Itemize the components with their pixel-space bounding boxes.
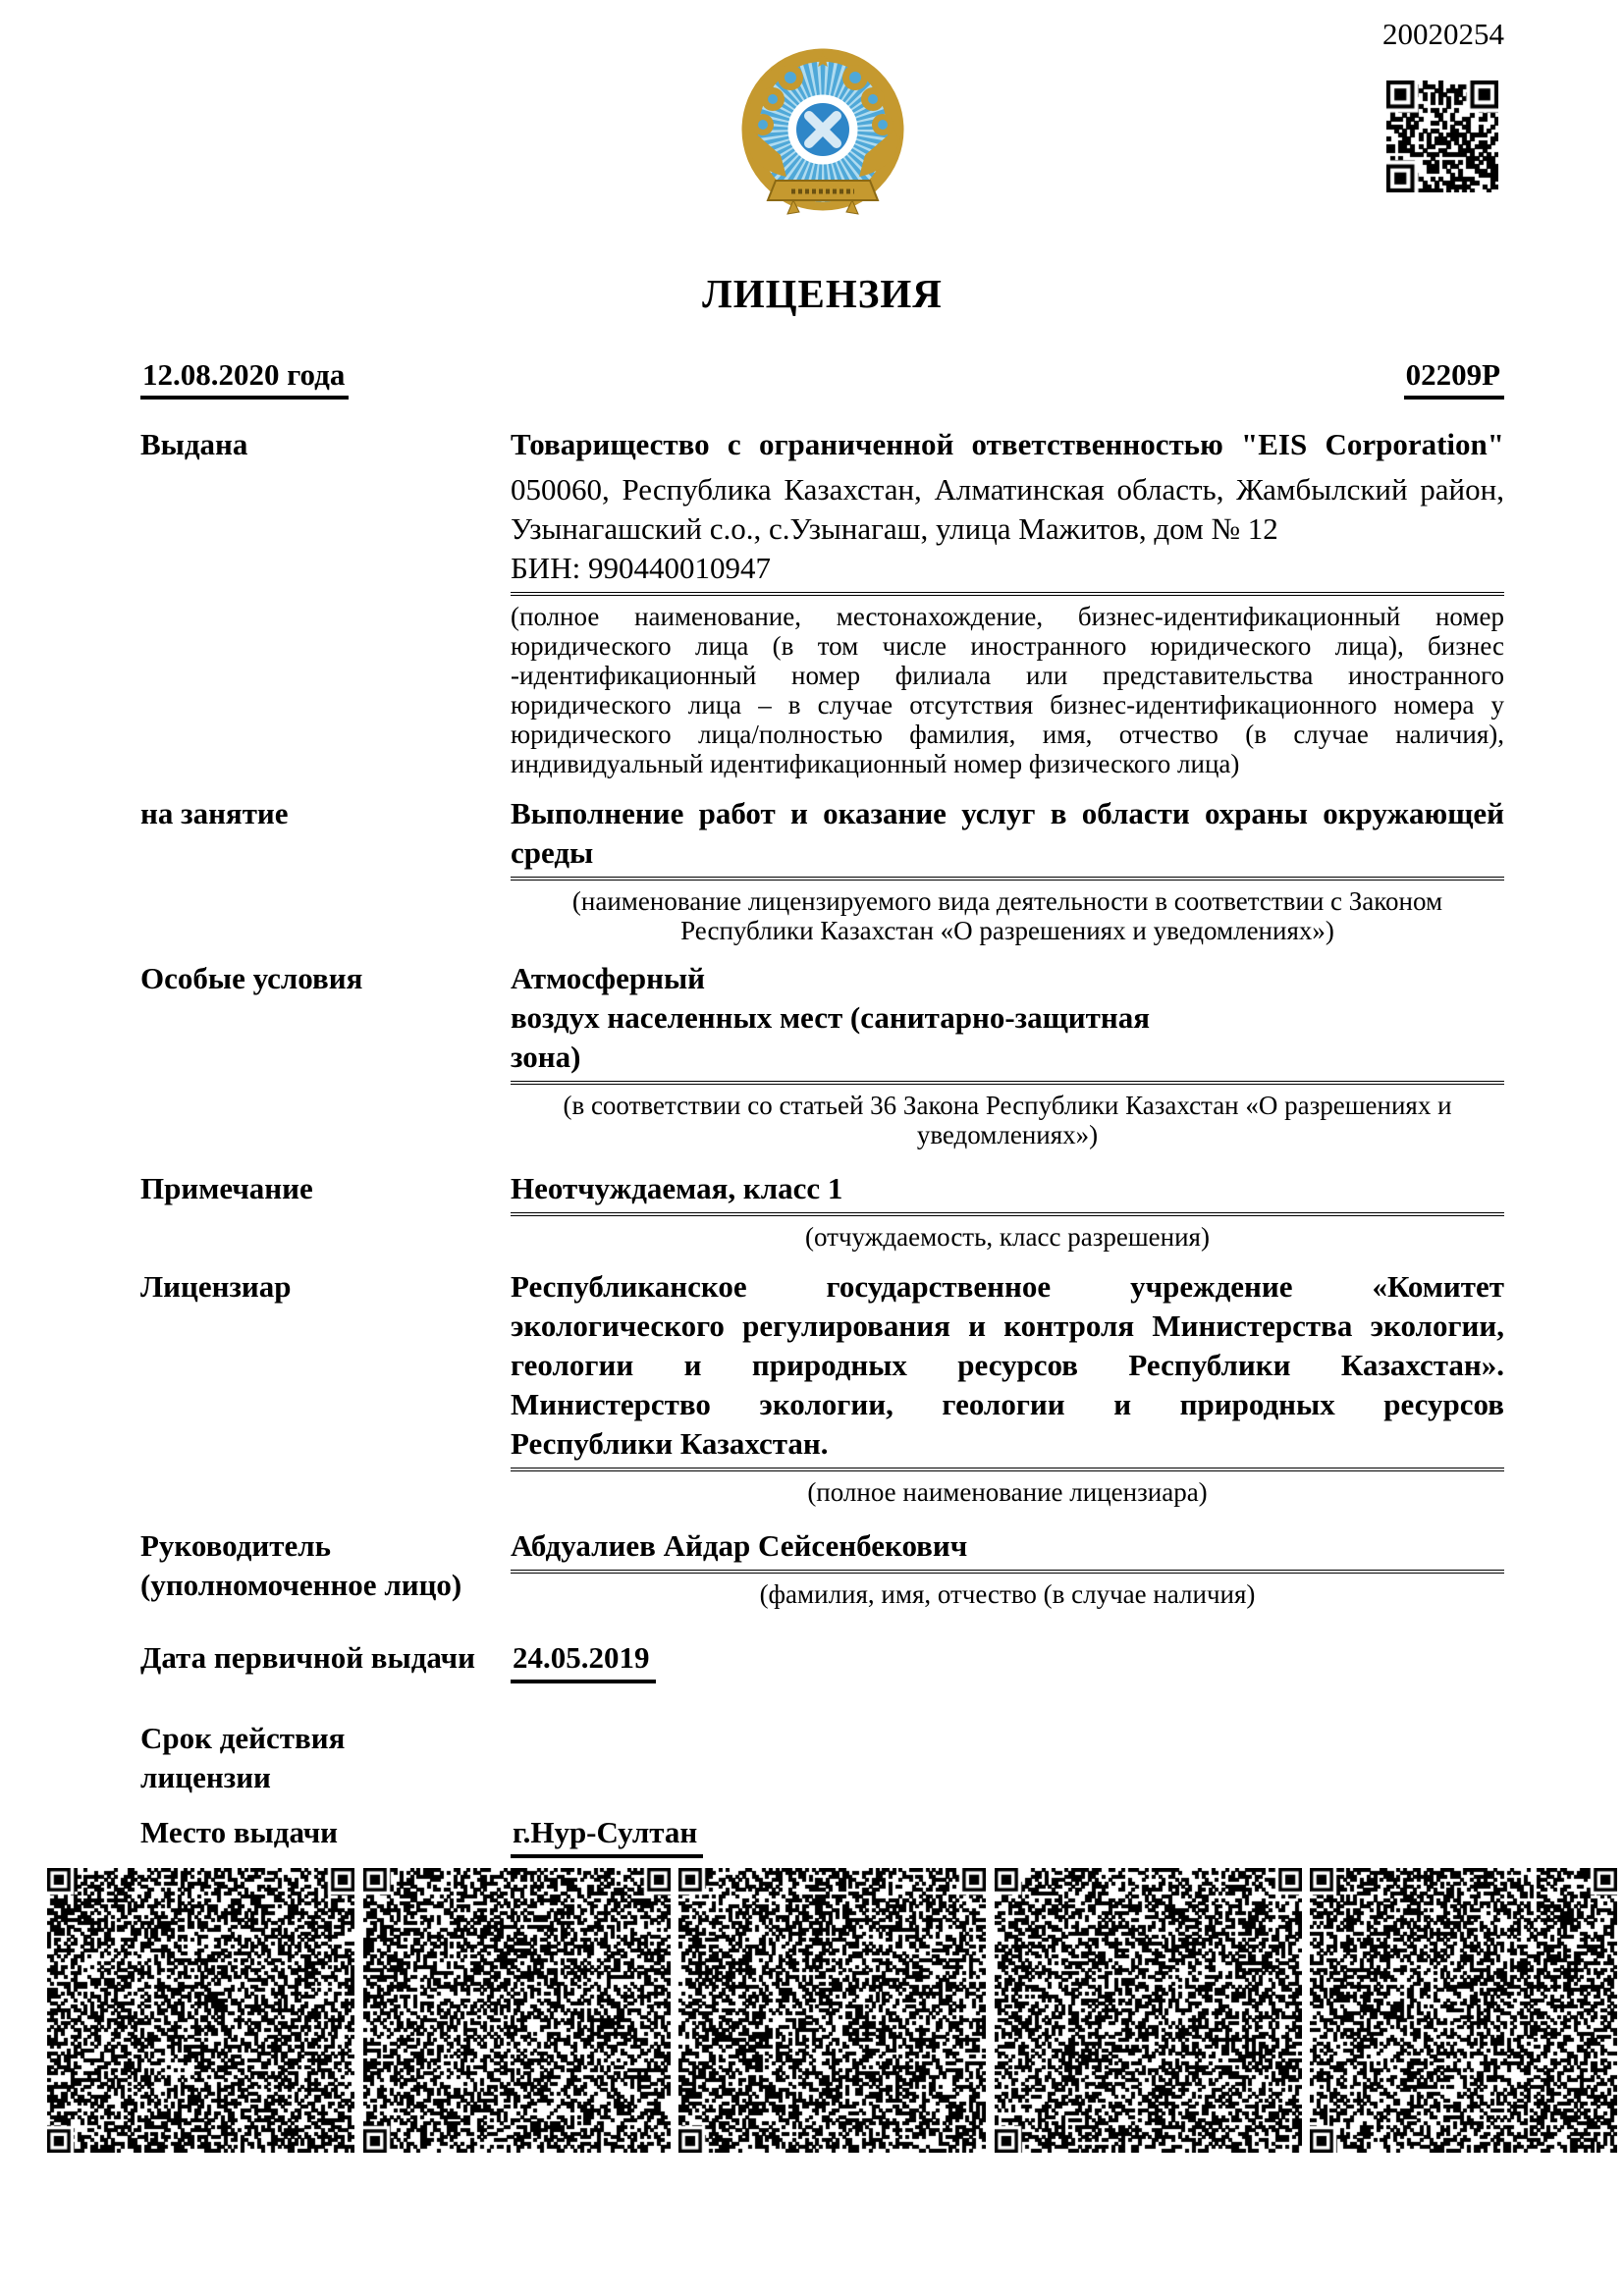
section-value (511, 794, 1504, 945)
date-row (140, 356, 1504, 400)
note-line: юридического лица/полностью фамилия, имя, отчество (в случае наличия), (511, 720, 1504, 749)
value-line: 050060, Республика Казахстан, Алматинская область, Жамбылский район, (511, 472, 1504, 507)
section-label (140, 1526, 511, 1609)
section-vydana (140, 425, 1504, 778)
underline-rule (511, 1468, 1504, 1471)
section-label (140, 1638, 511, 1683)
section-label (140, 794, 511, 945)
value-line: Республики Казахстан. (511, 1426, 829, 1461)
section-label (140, 1169, 511, 1252)
note-line: (отчуждаемость, класс разрешения) (805, 1222, 1210, 1252)
note-line: уведомлениях») (916, 1120, 1099, 1149)
section-value (511, 1719, 1504, 1797)
value-line: Республиканское государственное учреждение «Комитет (511, 1269, 1504, 1304)
note-line: (полное наименование, местонахождение, бизнес-идентификационный номер (511, 602, 1504, 631)
section-value (511, 1638, 1504, 1683)
label-line: Руководитель (140, 1528, 332, 1563)
value-line: Неотчуждаемая, класс 1 (511, 1171, 843, 1205)
note-line: юридического лица – в случае отсутствия бизнес-идентификационного номера у (511, 690, 1504, 720)
underlined-value: 24.05.2019 (511, 1638, 656, 1683)
underline-rule (511, 1570, 1504, 1574)
section-osobye-usloviya (140, 959, 1504, 1149)
note-line: -идентификационный номер филиала или представительства иностранного (511, 661, 1504, 690)
value-line: БИН: 990440010947 (511, 551, 771, 585)
stamp-barcode-block (1310, 1868, 1617, 2153)
signature-barcode-strip (47, 1868, 1617, 2153)
section-label (140, 425, 511, 778)
label-line: Срок действия (140, 1721, 346, 1755)
stamp-barcode-block (995, 1868, 1302, 2153)
stamp-barcode-block (363, 1868, 671, 2153)
section-litsenziar (140, 1267, 1504, 1507)
note-block (511, 1477, 1504, 1507)
sections (140, 425, 1504, 1858)
underlined-value: г.Нур-Султан (511, 1813, 703, 1858)
label-line: Лицензиар (140, 1269, 292, 1304)
note-block (511, 886, 1504, 945)
section-mesto-vydachi (140, 1813, 1504, 1858)
value-line: среды (511, 835, 594, 870)
label-line: Дата первичной выдачи (140, 1640, 476, 1675)
note-line: (в соответствии со статьей 36 Закона Республики Казахстан «О разрешениях и (563, 1091, 1452, 1120)
note-block (511, 1091, 1504, 1149)
issue-date: 12.08.2020 года (140, 356, 349, 400)
section-value (511, 1526, 1504, 1609)
note-line: Республики Казахстан «О разрешениях и уведомлениях») (680, 916, 1334, 945)
note-line: (фамилия, имя, отчество (в случае наличия) (759, 1579, 1256, 1609)
label-line: (уполномоченное лицо) (140, 1568, 462, 1602)
label-line: Особые условия (140, 961, 363, 995)
label-line: Выдана (140, 427, 248, 461)
label-line: Место выдачи (140, 1815, 339, 1849)
label-line: на занятие (140, 796, 289, 830)
note-line: (наименование лицензируемого вида деятельности в соответствии с Законом (571, 886, 1443, 916)
underline-rule (511, 1081, 1504, 1085)
kazakhstan-emblem-icon (738, 45, 907, 220)
section-value (511, 1169, 1504, 1252)
value-line: Выполнение работ и оказание услуг в области охраны окружающей (511, 796, 1504, 830)
document-number: 20020254 (1382, 17, 1504, 51)
note-block (511, 602, 1504, 778)
label-line: лицензии (140, 1760, 271, 1794)
section-value (511, 1267, 1504, 1507)
note-line: (полное наименование лицензиара) (807, 1477, 1208, 1507)
value-line: Атмосферный (511, 961, 706, 995)
qr-code-icon (1386, 80, 1498, 192)
section-value (511, 959, 1504, 1149)
page-title: ЛИЦЕНЗИЯ (702, 271, 943, 316)
stamp-barcode-block (678, 1868, 986, 2153)
section-label (140, 1813, 511, 1858)
value-line: геологии и природных ресурсов Республики Казахстан». (511, 1348, 1504, 1382)
note-line: юридического лица (в том числе иностранного юридического лица), бизнес (511, 631, 1504, 661)
emblem-shanyrak (792, 99, 853, 160)
label-line: Примечание (140, 1171, 313, 1205)
section-label (140, 1719, 511, 1797)
section-na-zanyatie (140, 794, 1504, 945)
underline-rule (511, 592, 1504, 596)
underline-rule (511, 877, 1504, 881)
value-line: воздух населенных мест (санитарно-защитная (511, 1000, 1150, 1035)
value-line: Товарищество с ограниченной ответственностью "EIS Corporation" (511, 427, 1504, 461)
value-line: Абдуалиев Айдар Сейсенбекович (511, 1528, 968, 1563)
value-line: Узынагашский с.о., с.Узынагаш, улица Мажитов, дом № 12 (511, 511, 1278, 546)
value-line (511, 1638, 1504, 1683)
section-primechanie (140, 1169, 1504, 1252)
note-block (511, 1222, 1504, 1252)
value-line: экологического регулирования и контроля Министерства экологии, (511, 1308, 1504, 1343)
underline-rule (511, 1212, 1504, 1216)
section-label (140, 1267, 511, 1507)
section-value (511, 1813, 1504, 1858)
stamp-barcode-block (47, 1868, 354, 2153)
value-line: Министерство экологии, геологии и природных ресурсов (511, 1387, 1504, 1421)
note-block (511, 1579, 1504, 1609)
section-label (140, 959, 511, 1149)
note-line: индивидуальный идентификационный номер физического лица) (511, 749, 1240, 778)
section-rukovoditel (140, 1526, 1504, 1609)
value-line: зона) (511, 1040, 581, 1074)
section-srok-deystviya (140, 1719, 1504, 1797)
license-number: 02209Р (1404, 356, 1504, 400)
value-line (511, 1813, 1504, 1858)
section-data-pervichnoy-vydachi (140, 1638, 1504, 1683)
section-value (511, 425, 1504, 778)
document-header (140, 18, 1504, 229)
